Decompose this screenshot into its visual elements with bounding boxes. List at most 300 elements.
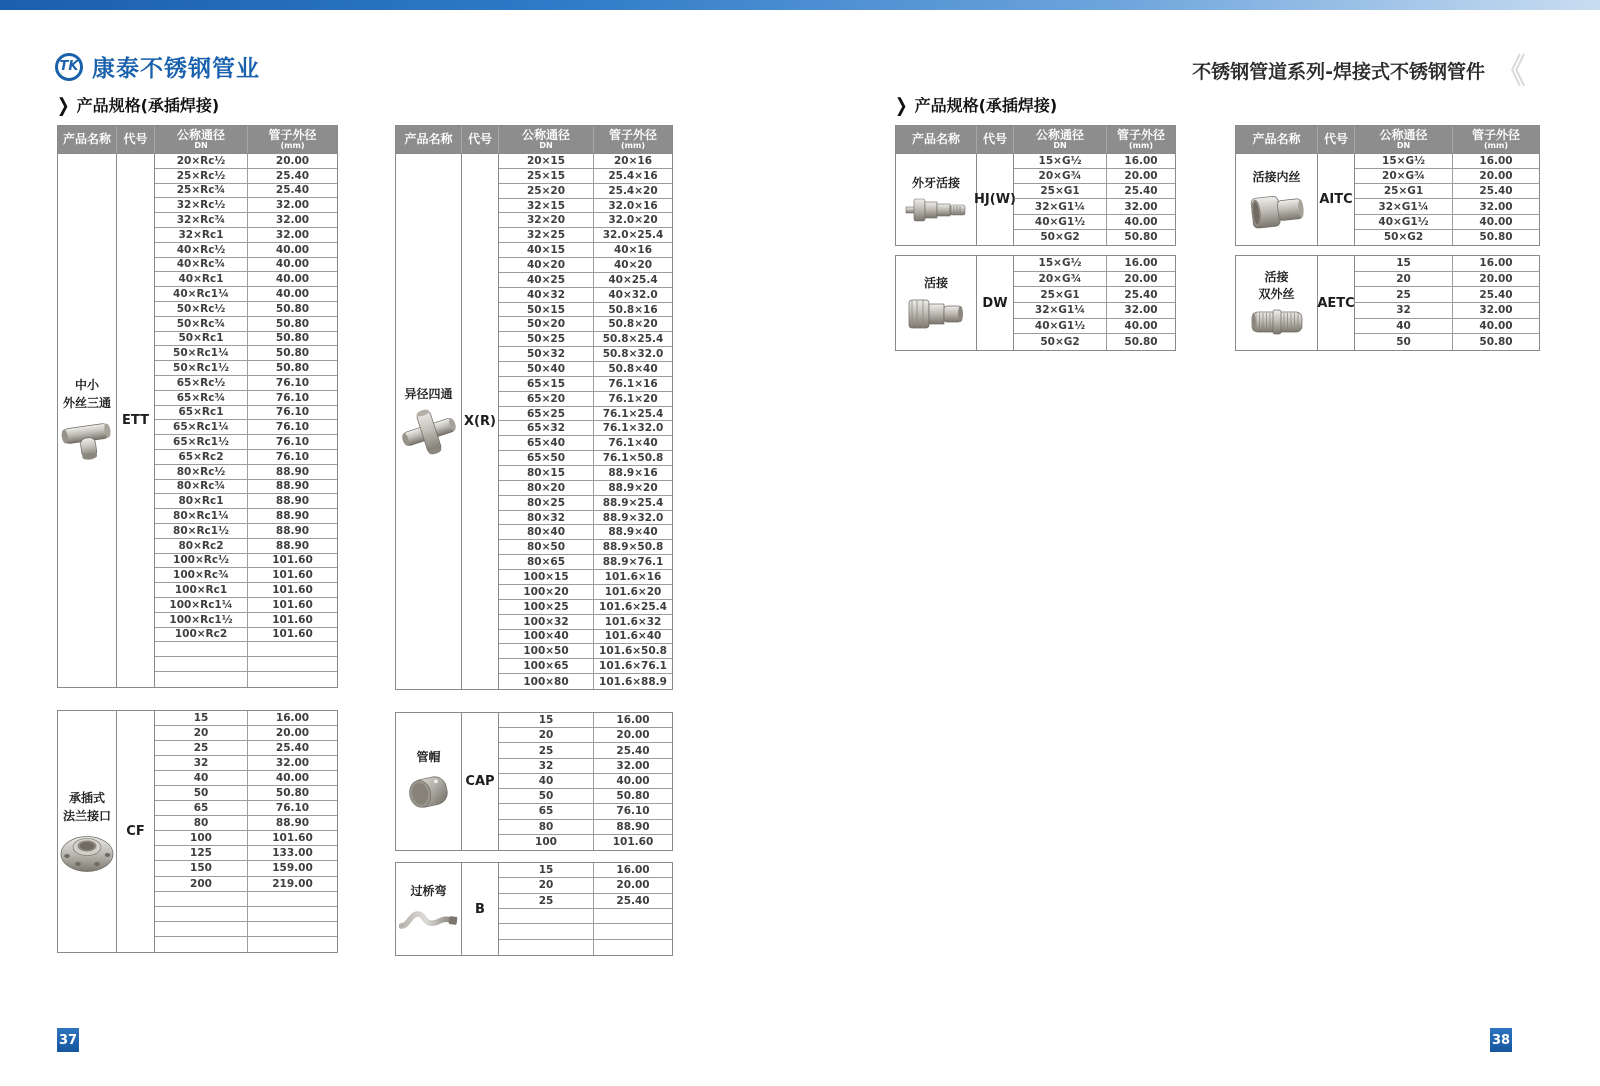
od-cell: 40×16	[613, 244, 653, 257]
od-cell: 50.80	[1124, 231, 1158, 244]
dn-cell	[499, 924, 594, 938]
spec-rows	[155, 711, 337, 952]
od-cell: 76.10	[275, 802, 310, 815]
dn-cell: 65×40	[499, 436, 594, 450]
table-row	[1014, 230, 1175, 245]
od-cell: 16.00	[616, 864, 650, 877]
table-row	[155, 786, 337, 801]
od-cell: 32.00	[1124, 304, 1158, 317]
table-row	[1355, 184, 1539, 199]
od-cell	[594, 909, 672, 923]
od-cell: 88.90	[275, 465, 310, 478]
dn-cell: 32×Rc½	[155, 198, 248, 212]
dn-cell	[499, 940, 594, 955]
od-cell: 25.40	[275, 169, 310, 182]
section-title-text: 产品规格(承插焊接)	[914, 96, 1058, 115]
dn-cell: 100×Rc1½	[155, 613, 248, 627]
od-cell: 50.8×20	[608, 318, 658, 331]
dn-cell: 25	[499, 743, 594, 757]
table-row	[155, 509, 337, 524]
od-cell: 50.80	[275, 317, 310, 330]
table-row	[499, 481, 672, 496]
od-cell: 88.9×25.4	[602, 496, 664, 509]
od-cell: 133.00	[272, 847, 313, 860]
od-cell: 101.6×32	[604, 615, 662, 628]
od-cell: 20.00	[616, 879, 650, 892]
table-row	[499, 169, 672, 184]
bridge-bend-fitting-image	[399, 905, 459, 935]
table-row	[1355, 169, 1539, 184]
table-row	[499, 303, 672, 318]
product-code: CAP	[462, 713, 499, 850]
product-cell	[896, 256, 977, 350]
od-cell: 219.00	[272, 877, 313, 890]
dn-cell: 100×Rc1	[155, 583, 248, 597]
dn-cell: 65×32	[499, 421, 594, 435]
od-cell: 40.00	[275, 258, 310, 271]
table-row	[499, 199, 672, 214]
od-cell: 40.00	[275, 288, 310, 301]
table-row	[155, 657, 337, 672]
union-fitting-image	[907, 297, 965, 331]
table-row	[1014, 215, 1175, 230]
od-cell: 101.6×16	[604, 570, 662, 583]
od-cell: 40.00	[1479, 319, 1513, 332]
dn-cell: 100×Rc2	[155, 628, 248, 642]
dn-cell: 20	[155, 726, 248, 740]
od-cell: 88.9×16	[608, 466, 658, 479]
table-row	[499, 273, 672, 288]
table-row	[499, 511, 672, 526]
table-row	[499, 436, 672, 451]
dn-cell: 65	[155, 801, 248, 815]
col-code: 代号	[462, 126, 499, 153]
table-row	[499, 288, 672, 303]
od-cell: 40.00	[275, 243, 310, 256]
od-cell	[248, 657, 337, 671]
double-male-union-fitting-image	[1250, 307, 1304, 337]
spec-rows	[1355, 256, 1539, 350]
dn-cell: 150	[155, 861, 248, 875]
table-row	[499, 258, 672, 273]
dn-cell: 65×15	[499, 377, 594, 391]
od-cell: 50.80	[275, 332, 310, 345]
dn-cell: 15	[155, 711, 248, 725]
dn-cell: 50×15	[499, 303, 594, 317]
chevron-decor-icon: 《	[1496, 52, 1526, 92]
dn-cell: 80×40	[499, 525, 594, 539]
dn-cell: 32	[1355, 303, 1453, 318]
dn-cell: 50×Rc1¼	[155, 346, 248, 360]
table-row	[499, 835, 672, 850]
spec-rows	[1014, 256, 1175, 350]
od-cell: 25.40	[1479, 288, 1513, 301]
dn-cell	[155, 657, 248, 671]
dn-cell: 32×G1¼	[1355, 199, 1453, 213]
dn-cell: 65×Rc¾	[155, 391, 248, 405]
od-cell: 76.10	[275, 450, 310, 463]
table-row	[155, 406, 337, 421]
od-cell: 50.80	[1124, 336, 1158, 349]
table-row	[1014, 287, 1175, 303]
table-row	[499, 154, 672, 169]
dn-cell: 25×15	[499, 169, 594, 183]
table-row	[155, 169, 337, 184]
dn-cell: 32×15	[499, 199, 594, 213]
section-title-text: 产品规格(承插焊接)	[76, 96, 220, 115]
dn-cell: 50	[155, 786, 248, 800]
od-cell: 20.00	[1479, 170, 1513, 183]
dn-cell: 40	[155, 771, 248, 785]
col-od: 管子外径 (mm)	[608, 128, 657, 150]
dn-cell: 15×G½	[1014, 154, 1107, 168]
dn-cell: 15×G½	[1355, 154, 1453, 168]
table-row	[499, 466, 672, 481]
table-header	[896, 126, 1175, 154]
dn-cell	[499, 909, 594, 923]
dn-cell	[155, 672, 248, 687]
dn-cell: 65×50	[499, 451, 594, 465]
od-cell: 76.10	[275, 406, 310, 419]
col-product-name: 产品名称	[58, 126, 117, 153]
col-code: 代号	[1318, 126, 1355, 153]
product-code: ETT	[117, 154, 155, 687]
dn-cell: 50×Rc1½	[155, 361, 248, 375]
od-cell: 32.0×16	[608, 199, 658, 212]
od-cell: 88.90	[275, 495, 310, 508]
table-row	[1014, 334, 1175, 350]
dn-cell: 100×Rc1¼	[155, 598, 248, 612]
section-title-left	[57, 93, 219, 116]
dn-cell: 50×G2	[1014, 334, 1107, 350]
od-cell: 76.1×16	[608, 377, 658, 390]
product-code: HJ(W)	[977, 154, 1014, 245]
product-cell	[896, 154, 977, 245]
dn-cell: 25×G1	[1014, 287, 1107, 302]
dn-cell: 15	[499, 863, 594, 877]
table-row	[499, 615, 672, 630]
table-row	[1355, 287, 1539, 303]
spec-table-xr	[395, 125, 673, 690]
od-cell: 20×16	[613, 154, 653, 167]
od-cell: 50.80	[1479, 336, 1513, 349]
table-row	[499, 894, 672, 909]
product-name: 中小 外丝三通	[62, 378, 111, 410]
product-cell	[396, 154, 462, 689]
dn-cell: 40×G1½	[1355, 215, 1453, 229]
table-row	[155, 539, 337, 554]
dn-cell: 40×15	[499, 243, 594, 257]
col-dn: 公称通径 DN	[1014, 126, 1107, 153]
table-row	[155, 922, 337, 937]
dn-cell: 80×15	[499, 466, 594, 480]
dn-cell: 80×Rc1½	[155, 524, 248, 538]
dn-cell: 100×Rc½	[155, 554, 248, 568]
od-cell: 50.8×16	[608, 303, 658, 316]
table-row	[499, 347, 672, 362]
product-code: AETC	[1318, 256, 1355, 350]
table-row	[1355, 215, 1539, 230]
product-code: CF	[117, 711, 155, 952]
dn-cell: 80	[499, 820, 594, 834]
od-cell: 32.00	[1479, 304, 1513, 317]
table-row	[499, 570, 672, 585]
table-row	[499, 317, 672, 332]
od-cell: 32.00	[616, 759, 650, 772]
col-product-name: 产品名称	[396, 126, 462, 153]
od-cell	[248, 922, 337, 936]
table-header	[1236, 126, 1539, 154]
od-cell: 76.1×20	[608, 392, 658, 405]
dn-cell: 25	[1355, 287, 1453, 302]
dn-cell: 50×20	[499, 317, 594, 331]
table-row	[155, 892, 337, 907]
section-arrow-icon: ❯	[895, 93, 908, 116]
dn-cell: 50×G2	[1014, 230, 1107, 245]
od-cell: 76.1×40	[608, 437, 658, 450]
table-row	[155, 184, 337, 199]
dn-cell: 20	[499, 728, 594, 742]
table-row	[1014, 272, 1175, 288]
od-cell: 20.00	[275, 154, 310, 167]
table-row	[499, 228, 672, 243]
product-cell	[1236, 256, 1318, 350]
dn-cell: 40×25	[499, 273, 594, 287]
od-cell	[594, 940, 672, 955]
col-dn: 公称通径 DN	[499, 126, 594, 153]
table-row	[155, 258, 337, 273]
dn-cell: 65×25	[499, 407, 594, 421]
od-cell: 16.00	[1124, 257, 1158, 270]
od-cell: 88.90	[275, 817, 310, 830]
table-row	[1355, 154, 1539, 169]
table-row	[155, 287, 337, 302]
od-cell: 88.9×40	[608, 526, 658, 539]
product-cell	[58, 711, 117, 952]
od-cell: 88.90	[275, 510, 310, 523]
table-row	[1355, 199, 1539, 214]
od-cell: 76.10	[275, 376, 310, 389]
table-row	[155, 583, 337, 598]
col-od: 管子外径 (mm)	[1116, 128, 1165, 150]
od-cell: 25.40	[1124, 288, 1158, 301]
dn-cell: 100×80	[499, 674, 594, 689]
od-cell	[248, 642, 337, 656]
dn-cell: 40×Rc½	[155, 243, 248, 257]
od-cell: 50.8×32.0	[602, 348, 664, 361]
dn-cell: 15	[499, 713, 594, 727]
od-cell: 101.60	[272, 554, 313, 567]
od-cell: 76.1×50.8	[602, 452, 664, 465]
product-cell	[58, 154, 117, 687]
table-row	[155, 554, 337, 569]
spec-table-ett	[57, 125, 338, 688]
od-cell: 88.9×20	[608, 481, 658, 494]
od-cell: 88.9×76.1	[602, 556, 664, 569]
table-row	[499, 600, 672, 615]
table-row	[499, 659, 672, 674]
dn-cell: 100	[499, 835, 594, 850]
table-row	[499, 630, 672, 645]
table-row	[499, 804, 672, 819]
od-cell: 20.00	[616, 729, 650, 742]
od-cell: 88.90	[275, 524, 310, 537]
od-cell: 88.9×50.8	[602, 541, 664, 554]
od-cell: 40×25.4	[608, 273, 658, 286]
table-row	[155, 613, 337, 628]
col-product-name: 产品名称	[1236, 126, 1318, 153]
table-row	[155, 213, 337, 228]
product-name: 外牙活接	[911, 175, 960, 190]
od-cell: 25.40	[1479, 185, 1513, 198]
col-od: 管子外径 (mm)	[268, 128, 317, 150]
col-od: 管子外径 (mm)	[1471, 128, 1520, 150]
od-cell: 101.60	[272, 569, 313, 582]
od-cell: 76.1×25.4	[602, 407, 664, 420]
table-row	[1355, 230, 1539, 245]
dn-cell: 20×Rc½	[155, 154, 248, 168]
dn-cell: 25×G1	[1014, 184, 1107, 198]
od-cell: 20.00	[1124, 272, 1158, 285]
table-row	[155, 801, 337, 816]
product-name: 异径四通	[404, 386, 453, 401]
dn-cell: 50	[1355, 334, 1453, 350]
table-row	[499, 496, 672, 511]
table-row	[499, 377, 672, 392]
table-row	[155, 494, 337, 509]
dn-cell: 100×25	[499, 600, 594, 614]
page-number-right: 38	[1490, 1028, 1512, 1052]
table-row	[155, 771, 337, 786]
table-row	[1355, 334, 1539, 350]
od-cell: 101.60	[272, 613, 313, 626]
table-row	[155, 726, 337, 741]
dn-cell: 80×Rc1¼	[155, 509, 248, 523]
brand-logo	[55, 50, 260, 83]
col-code: 代号	[117, 126, 155, 153]
product-cell	[396, 863, 462, 955]
pipe-cap-image	[405, 770, 453, 814]
table-header	[58, 126, 337, 154]
od-cell: 25.40	[1124, 185, 1158, 198]
table-row	[499, 184, 672, 199]
dn-cell: 80	[155, 816, 248, 830]
od-cell: 25.40	[616, 894, 650, 907]
table-row	[155, 877, 337, 892]
dn-cell: 32×20	[499, 213, 594, 227]
dn-cell	[155, 937, 248, 952]
table-row	[155, 846, 337, 861]
table-row	[499, 407, 672, 422]
od-cell: 40×32.0	[608, 288, 658, 301]
od-cell: 101.6×25.4	[599, 600, 667, 613]
dn-cell: 25	[155, 741, 248, 755]
col-code: 代号	[977, 126, 1014, 153]
od-cell: 32.00	[275, 757, 310, 770]
table-row	[499, 863, 672, 878]
dn-cell: 25	[499, 894, 594, 908]
table-row	[155, 480, 337, 495]
dn-cell: 100×20	[499, 585, 594, 599]
dn-cell: 65×Rc1½	[155, 435, 248, 449]
table-row	[499, 421, 672, 436]
dn-cell: 25×20	[499, 184, 594, 198]
od-cell: 88.90	[275, 480, 310, 493]
od-cell: 76.10	[275, 391, 310, 404]
dn-cell: 40×G1½	[1014, 319, 1107, 334]
dn-cell: 32×Rc1	[155, 228, 248, 242]
dn-cell: 15	[1355, 256, 1453, 271]
dn-cell: 50×32	[499, 347, 594, 361]
dn-cell: 65×Rc1¼	[155, 420, 248, 434]
spec-table-dw	[895, 255, 1176, 351]
od-cell: 101.60	[272, 628, 313, 641]
table-row	[155, 391, 337, 406]
dn-cell: 25×Rc½	[155, 169, 248, 183]
od-cell: 101.60	[612, 836, 654, 849]
table-row	[155, 346, 337, 361]
od-cell: 88.90	[275, 539, 310, 552]
dn-cell: 125	[155, 846, 248, 860]
table-row	[155, 861, 337, 876]
product-cell	[396, 713, 462, 850]
top-accent-bar	[0, 0, 1600, 10]
od-cell: 76.10	[275, 436, 310, 449]
od-cell: 25.40	[616, 744, 650, 757]
dn-cell: 20×G¾	[1355, 169, 1453, 183]
dn-cell: 32×G1¼	[1014, 199, 1107, 213]
product-cell	[1236, 154, 1318, 245]
dn-cell: 80×20	[499, 481, 594, 495]
dn-cell: 65×Rc2	[155, 450, 248, 464]
dn-cell	[155, 892, 248, 906]
od-cell: 101.60	[272, 598, 313, 611]
dn-cell: 100×32	[499, 615, 594, 629]
col-dn: 公称通径 DN	[155, 126, 248, 153]
od-cell: 40×20	[613, 258, 653, 271]
union-male-fitting-image	[905, 196, 967, 224]
table-row	[155, 420, 337, 435]
section-arrow-icon: ❯	[57, 93, 70, 116]
table-row	[155, 642, 337, 657]
dn-cell: 80×Rc¾	[155, 480, 248, 494]
table-row	[499, 940, 672, 955]
dn-cell: 20×G¾	[1014, 169, 1107, 183]
table-row	[499, 213, 672, 228]
dn-cell: 80×Rc2	[155, 539, 248, 553]
od-cell: 50.80	[275, 302, 310, 315]
table-row	[499, 451, 672, 466]
od-cell: 16.00	[1479, 257, 1513, 270]
product-name: 承插式 法兰接口	[62, 791, 111, 823]
dn-cell: 20	[499, 878, 594, 892]
table-row	[499, 789, 672, 804]
od-cell: 25.4×20	[608, 184, 658, 197]
od-cell: 32.0×25.4	[602, 229, 664, 242]
table-row	[155, 672, 337, 687]
table-row	[499, 540, 672, 555]
dn-cell: 100×15	[499, 570, 594, 584]
table-row	[155, 376, 337, 391]
table-row	[155, 302, 337, 317]
od-cell: 50.80	[275, 362, 310, 375]
table-row	[499, 909, 672, 924]
dn-cell: 80×32	[499, 511, 594, 525]
dn-cell: 50×Rc½	[155, 302, 248, 316]
od-cell: 101.6×76.1	[599, 660, 667, 673]
page-number-left: 37	[57, 1028, 79, 1052]
dn-cell: 65	[499, 804, 594, 818]
